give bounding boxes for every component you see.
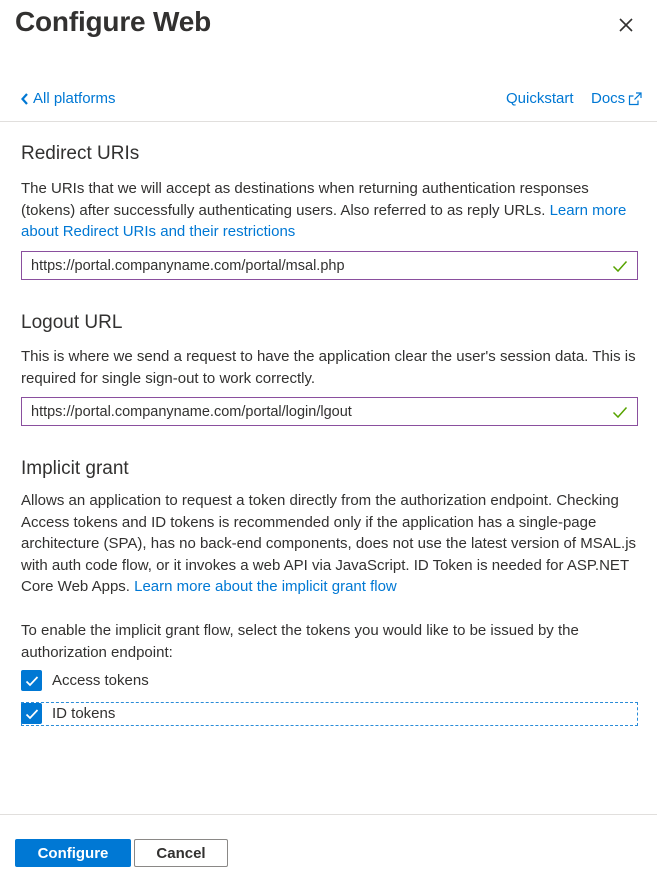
redirect-uri-field[interactable]	[21, 251, 638, 280]
redirect-uri-input[interactable]	[22, 258, 611, 274]
redirect-desc-line2	[21, 200, 641, 222]
close-button[interactable]	[614, 13, 638, 37]
learn-more-redirect-link-cont[interactable]: about Redirect URIs and their restrictions	[21, 223, 296, 240]
access-tokens-option[interactable]	[21, 670, 149, 691]
logout-desc-line1: This is where we send a request to have the application clear the user's session data. This is	[21, 348, 636, 365]
enable-line1: To enable the implicit grant flow, select the tokens you would like to be issued by the	[21, 622, 579, 639]
redirect-desc-text: (tokens) after successfully authenticating users. Also referred to as reply URLs.	[21, 201, 550, 219]
all-platforms-link[interactable]	[20, 90, 116, 107]
all-platforms-label: All platforms	[33, 90, 116, 107]
id-tokens-label: ID tokens	[52, 705, 116, 722]
external-link-icon	[627, 91, 643, 107]
implicit-desc-line5	[21, 576, 646, 598]
quickstart-link[interactable]: Quickstart	[506, 90, 574, 107]
configure-button[interactable]: Configure	[15, 839, 131, 867]
implicit-desc-line4: with auth code flow, or it invokes a web API via JavaScript. ID Token is needed for ASP.NET	[21, 556, 630, 574]
implicit-grant-heading: Implicit grant	[21, 458, 129, 479]
checkmark-icon	[25, 707, 39, 721]
logout-url-field[interactable]	[21, 397, 638, 426]
header-divider	[0, 121, 657, 122]
implicit-desc-line2: Access tokens and ID tokens is recommended only if the application has a single-page	[21, 513, 597, 531]
id-tokens-option[interactable]	[21, 703, 115, 724]
valid-check-icon	[611, 257, 629, 275]
implicit-desc-line3: architecture (SPA), has no back-end components, does not use the latest version of MSAL.js	[21, 535, 637, 552]
redirect-desc-line1: The URIs that we will accept as destinations when returning authentication responses	[21, 180, 589, 197]
valid-check-icon	[611, 403, 629, 421]
logout-url-description	[21, 346, 641, 389]
implicit-desc-line1: Allows an application to request a token directly from the authorization endpoint. Checking	[21, 492, 619, 509]
logout-url-heading: Logout URL	[21, 312, 123, 333]
logout-desc-line2: required for single sign-out to work correctly.	[21, 369, 316, 387]
logout-url-input[interactable]	[22, 404, 611, 420]
redirect-uris-heading: Redirect URIs	[21, 143, 140, 164]
enable-implicit-instructions	[21, 620, 646, 663]
learn-more-redirect-link[interactable]: Learn more	[549, 201, 627, 219]
learn-more-implicit-link[interactable]: Learn more about the implicit grant flow	[134, 578, 397, 595]
implicit-desc-text: Core Web Apps.	[21, 578, 135, 595]
access-tokens-checkbox[interactable]	[21, 670, 42, 691]
cancel-button[interactable]: Cancel	[134, 839, 228, 867]
redirect-uris-description	[21, 178, 641, 243]
close-icon	[614, 13, 638, 37]
footer-divider	[0, 814, 657, 815]
docs-link[interactable]	[591, 90, 643, 107]
access-tokens-label: Access tokens	[52, 672, 149, 689]
id-tokens-checkbox[interactable]	[21, 703, 42, 724]
checkmark-icon	[25, 674, 39, 688]
docs-label: Docs	[591, 90, 626, 107]
panel-title: Configure Web	[15, 6, 211, 37]
enable-line2: authorization endpoint:	[21, 643, 173, 661]
implicit-grant-description	[21, 490, 646, 598]
chevron-left-icon	[20, 92, 30, 106]
